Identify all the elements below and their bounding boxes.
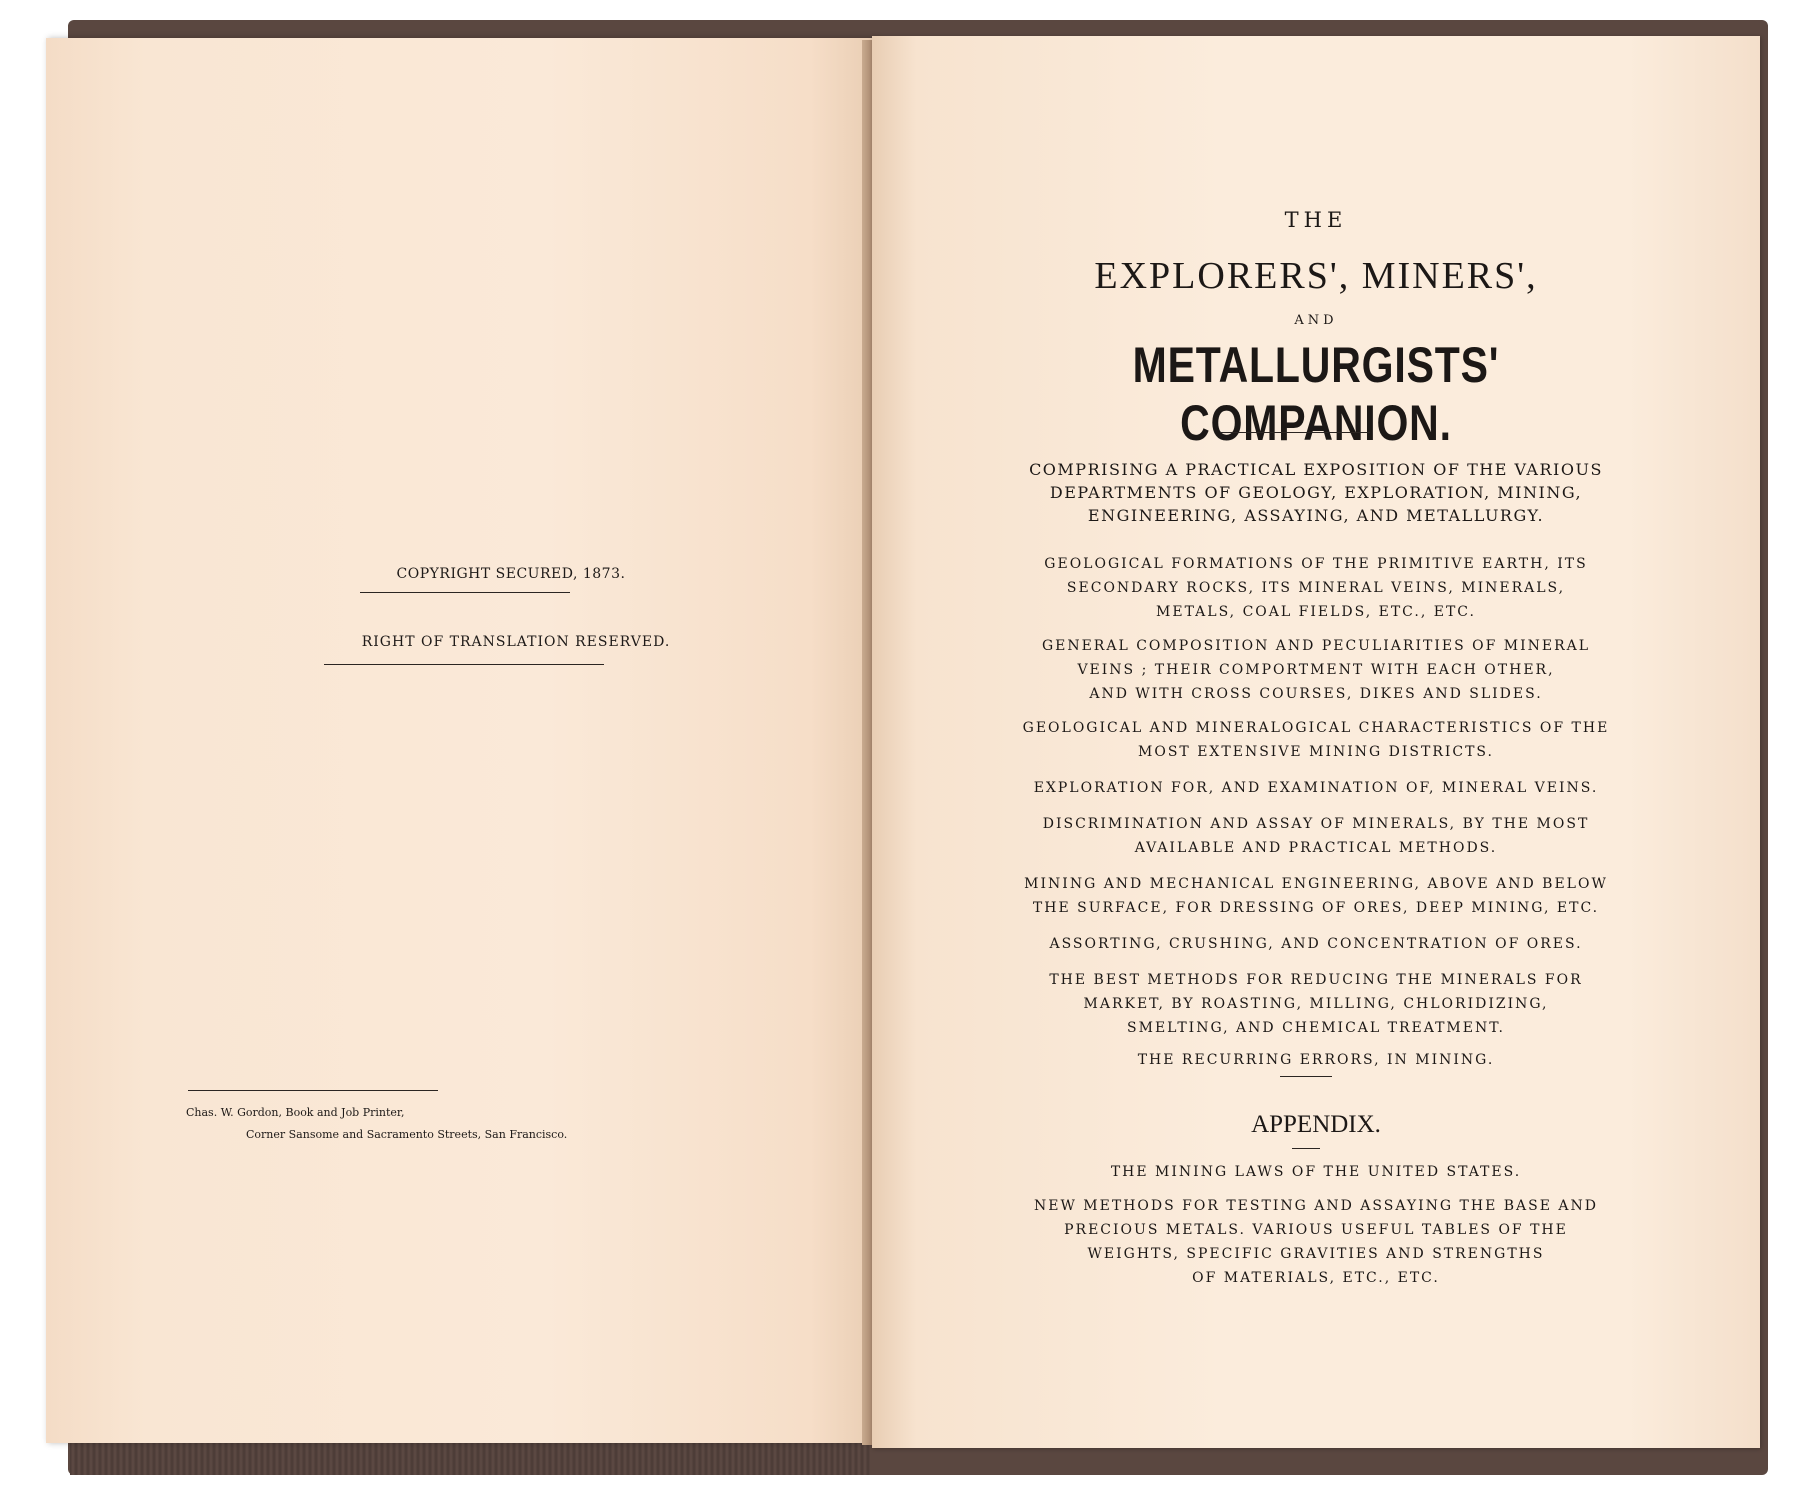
contents-section bbox=[872, 634, 1760, 706]
appendix-line: NEW METHODS FOR TESTING AND ASSAYING THE BASE AND bbox=[1034, 1198, 1598, 1214]
printer-credit-line2: Corner Sansome and Sacramento Streets, San Francisco. bbox=[246, 1128, 568, 1141]
title-the: THE bbox=[1284, 208, 1348, 232]
section-line: DISCRIMINATION AND ASSAY OF MINERALS, BY THE MOST bbox=[1042, 816, 1590, 832]
title-companion: COMPANION. bbox=[1180, 395, 1452, 451]
section-line: AND WITH CROSS COURSES, DIKES AND SLIDES. bbox=[1089, 686, 1543, 702]
appendix-section bbox=[872, 1160, 1760, 1184]
section-line: AVAILABLE AND PRACTICAL METHODS. bbox=[1134, 840, 1498, 856]
title-metallurgists: METALLURGISTS' bbox=[1132, 337, 1500, 393]
appendix-title: APPENDIX. bbox=[1251, 1111, 1381, 1138]
title-explorers-miners: EXPLORERS', MINERS', bbox=[1094, 255, 1538, 297]
appendix-line: THE MINING LAWS OF THE UNITED STATES. bbox=[1110, 1164, 1522, 1180]
divider-rule bbox=[324, 664, 604, 665]
intro-paragraph bbox=[872, 458, 1760, 527]
divider-rule bbox=[360, 592, 570, 593]
contents-section bbox=[872, 872, 1760, 920]
title-divider-rule bbox=[1220, 432, 1370, 433]
section-line: METALS, COAL FIELDS, ETC., ETC. bbox=[1156, 604, 1476, 620]
contents-section bbox=[872, 968, 1760, 1040]
section-line: VEINS ; THEIR COMPORTMENT WITH EACH OTHER, bbox=[1077, 662, 1555, 678]
appendix-divider-rule bbox=[1292, 1148, 1320, 1149]
section-line: THE RECURRING ERRORS, IN MINING. bbox=[1137, 1052, 1495, 1068]
contents-section bbox=[872, 552, 1760, 624]
title-and: AND bbox=[1294, 313, 1338, 328]
intro-line: ENGINEERING, ASSAYING, AND METALLURGY. bbox=[1087, 506, 1545, 525]
appendix-divider-rule bbox=[1280, 1076, 1332, 1077]
contents-section bbox=[872, 776, 1760, 800]
contents-section bbox=[872, 1048, 1760, 1072]
appendix-section bbox=[872, 1194, 1760, 1290]
section-line: THE BEST METHODS FOR REDUCING THE MINERALS FOR bbox=[1049, 972, 1583, 988]
appendix-line: OF MATERIALS, ETC., ETC. bbox=[1192, 1270, 1440, 1286]
appendix-line: WEIGHTS, SPECIFIC GRAVITIES AND STRENGTHS bbox=[1087, 1246, 1545, 1262]
section-line: MARKET, BY ROASTING, MILLING, CHLORIDIZING, bbox=[1083, 996, 1549, 1012]
section-line: MINING AND MECHANICAL ENGINEERING, ABOVE AND BELOW bbox=[1024, 876, 1608, 892]
section-line: SECONDARY ROCKS, ITS MINERAL VEINS, MINERALS, bbox=[1066, 580, 1566, 596]
translation-notice: RIGHT OF TRANSLATION RESERVED. bbox=[361, 634, 671, 650]
contents-section bbox=[872, 812, 1760, 860]
right-page bbox=[872, 36, 1760, 1448]
copyright-notice: COPYRIGHT SECURED, 1873. bbox=[396, 566, 626, 582]
section-line: MOST EXTENSIVE MINING DISTRICTS. bbox=[1138, 744, 1494, 760]
contents-section bbox=[872, 932, 1760, 956]
intro-line: COMPRISING A PRACTICAL EXPOSITION OF THE VARIOUS bbox=[1029, 460, 1603, 479]
section-line: GEOLOGICAL FORMATIONS OF THE PRIMITIVE EARTH, ITS bbox=[1044, 556, 1588, 572]
printer-credit-line1: Chas. W. Gordon, Book and Job Printer, bbox=[186, 1106, 405, 1119]
title-metallurgists-companion bbox=[952, 336, 1680, 452]
section-line: THE SURFACE, FOR DRESSING OF ORES, DEEP MINING, ETC. bbox=[1032, 900, 1600, 916]
appendix-line: PRECIOUS METALS. VARIOUS USEFUL TABLES OF THE bbox=[1064, 1222, 1568, 1238]
left-page bbox=[46, 38, 876, 1443]
divider-rule bbox=[188, 1090, 438, 1091]
contents-section bbox=[872, 716, 1760, 764]
section-line: SMELTING, AND CHEMICAL TREATMENT. bbox=[1127, 1020, 1505, 1036]
section-line: EXPLORATION FOR, AND EXAMINATION OF, MINERAL VEINS. bbox=[1033, 780, 1599, 796]
section-line: GEOLOGICAL AND MINERALOGICAL CHARACTERISTICS OF THE bbox=[1022, 720, 1610, 736]
intro-line: DEPARTMENTS OF GEOLOGY, EXPLORATION, MINING, bbox=[1049, 483, 1583, 502]
section-line: GENERAL COMPOSITION AND PECULIARITIES OF MINERAL bbox=[1041, 638, 1591, 654]
section-line: ASSORTING, CRUSHING, AND CONCENTRATION OF ORES. bbox=[1049, 936, 1583, 952]
